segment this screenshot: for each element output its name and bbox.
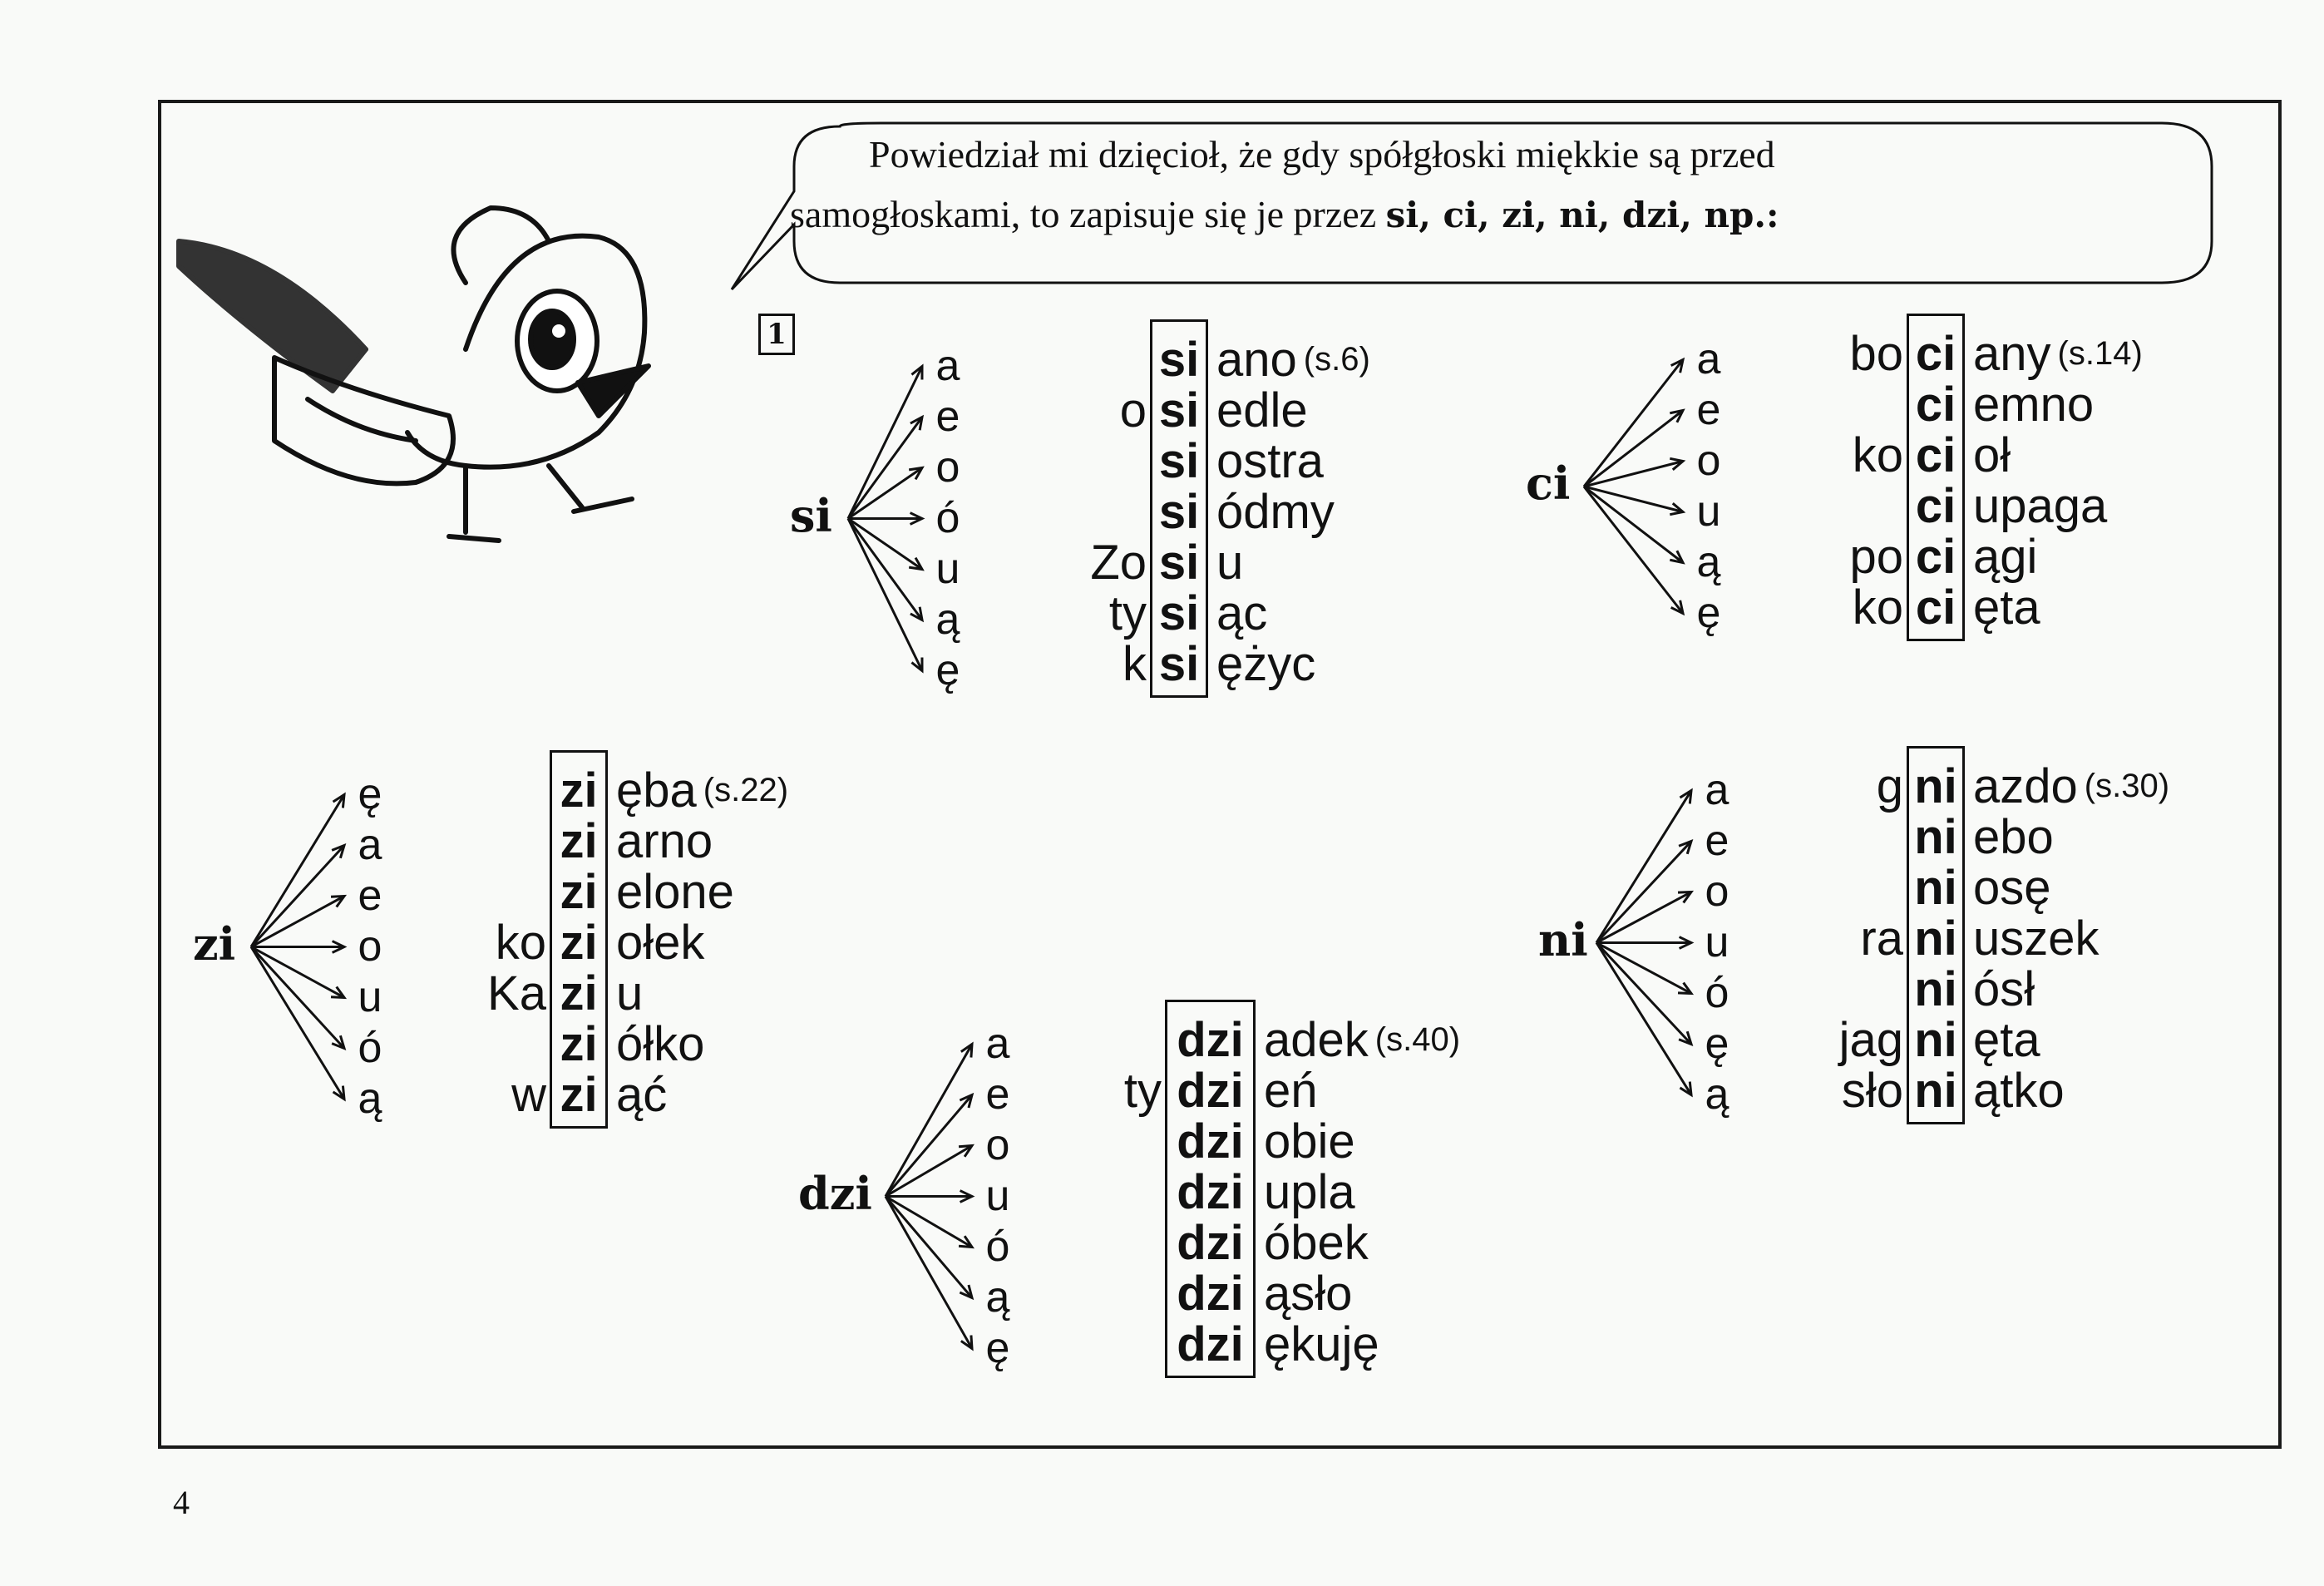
vowel: ą xyxy=(1705,1070,1729,1119)
word-syllable: zi xyxy=(560,865,598,919)
word-syllable: dzi xyxy=(1177,1114,1244,1169)
vowel: ó xyxy=(935,494,960,542)
word-syllable: si xyxy=(1158,536,1200,590)
word-syllable: ci xyxy=(1915,530,1956,584)
word-suffix: u xyxy=(616,966,644,1020)
word-row xyxy=(466,1019,788,1070)
word-list-dzi xyxy=(1089,1015,1460,1370)
word-suffix: osę xyxy=(1973,861,2051,915)
word-prefix: ra xyxy=(1860,912,1903,966)
word-syllable: zi xyxy=(560,1017,598,1071)
vowel: ę xyxy=(1705,1020,1729,1068)
word-suffix: uszek xyxy=(1973,912,2099,966)
vowel: a xyxy=(1705,766,1729,814)
arrow-ni-2 xyxy=(1596,892,1691,943)
syllable-label-zi: zi xyxy=(193,917,236,971)
word-suffix: any xyxy=(1973,327,2051,381)
word-suffix: ostra xyxy=(1216,434,1324,488)
word-syllable: ni xyxy=(1914,861,1957,915)
vowel: ó xyxy=(358,1024,382,1072)
word-suffix: ódmy xyxy=(1216,485,1335,539)
word-row xyxy=(1089,1116,1460,1167)
word-row xyxy=(1804,964,2169,1015)
arrow-fan-dzi xyxy=(877,1010,989,1382)
word-prefix: ko xyxy=(1852,428,1903,482)
word-prefix: g xyxy=(1876,759,1903,813)
arrow-dzi-2 xyxy=(886,1146,972,1197)
arrow-fan-ni xyxy=(1588,757,1708,1129)
arrow-fan-ci xyxy=(1576,326,1700,647)
word-syllable: dzi xyxy=(1177,1216,1244,1270)
word-prefix: jag xyxy=(1838,1013,1903,1067)
syllable-column-box-dzi xyxy=(1165,1000,1256,1378)
word-row xyxy=(466,765,788,816)
syllable-column-box-zi xyxy=(550,750,608,1129)
word-syllable: dzi xyxy=(1177,1267,1244,1321)
word-syllable: zi xyxy=(560,814,598,868)
word-syllable: dzi xyxy=(1177,1317,1244,1371)
arrow-fan-si xyxy=(840,333,939,704)
vowel: e xyxy=(358,872,382,920)
word-suffix: ęta xyxy=(1973,581,2040,635)
arrow-ni-5 xyxy=(1596,943,1691,1045)
word-suffix: azdo xyxy=(1973,759,2078,813)
word-row xyxy=(1804,761,2169,812)
word-suffix: arno xyxy=(616,814,713,868)
word-suffix: ebo xyxy=(1973,810,2054,864)
word-prefix: bo xyxy=(1849,327,1903,381)
syllable-label-ni: ni xyxy=(1538,912,1588,966)
vowel: o xyxy=(1705,867,1729,916)
vowel-list-si xyxy=(927,341,969,696)
vowel: ę xyxy=(935,646,960,694)
arrow-si-1 xyxy=(848,417,922,519)
word-prefix: po xyxy=(1849,530,1903,584)
arrow-dzi-6 xyxy=(886,1197,972,1349)
word-syllable: zi xyxy=(560,966,598,1020)
word-row xyxy=(466,917,788,968)
word-syllable: zi xyxy=(560,1068,598,1122)
word-row xyxy=(1089,1065,1460,1116)
word-row xyxy=(1089,1268,1460,1319)
vowel: a xyxy=(1696,335,1721,383)
word-prefix: sło xyxy=(1841,1064,1903,1118)
word-syllable: ni xyxy=(1914,962,1957,1016)
arrow-ni-1 xyxy=(1596,842,1691,943)
word-row xyxy=(466,816,788,867)
word-row xyxy=(466,968,788,1019)
bubble-line-1: Powiedział mi dzięcioł, że gdy spółgłoski miękkie są przed xyxy=(869,133,1775,175)
vowel: a xyxy=(985,1020,1010,1068)
word-syllable: dzi xyxy=(1177,1013,1244,1067)
vowel: ą xyxy=(935,595,960,644)
vowel: o xyxy=(358,922,382,971)
arrow-ni-6 xyxy=(1596,943,1691,1095)
bubble-line-2 xyxy=(790,185,2216,245)
vowel: ę xyxy=(985,1324,1010,1372)
word-row xyxy=(1804,1015,2169,1065)
word-suffix: upla xyxy=(1264,1165,1355,1219)
word-row xyxy=(1089,1218,1460,1268)
word-prefix: k xyxy=(1123,637,1147,691)
word-row xyxy=(1804,812,2169,862)
word-syllable: zi xyxy=(560,763,598,818)
vowel: ą xyxy=(1696,538,1721,586)
word-suffix: ołek xyxy=(616,916,705,970)
word-row xyxy=(1813,379,2143,430)
word-prefix: w xyxy=(511,1068,546,1122)
arrow-zi-6 xyxy=(251,947,344,1099)
word-syllable: ci xyxy=(1915,428,1956,482)
word-syllable: si xyxy=(1158,637,1200,691)
woodpecker-icon xyxy=(179,208,649,541)
word-prefix: o xyxy=(1119,383,1147,437)
vowel-list-ci xyxy=(1688,334,1729,639)
word-syllable: ni xyxy=(1914,912,1957,966)
page-reference: (s.14) xyxy=(2057,335,2143,372)
syllable-label-si: si xyxy=(790,488,832,542)
vowel-list-zi xyxy=(349,769,391,1124)
syllable-column-box-ci xyxy=(1907,314,1965,641)
word-list-zi xyxy=(466,765,788,1120)
word-suffix: ąsło xyxy=(1264,1267,1353,1321)
word-row xyxy=(1089,1167,1460,1218)
word-row xyxy=(1804,913,2169,964)
word-row xyxy=(1804,1065,2169,1116)
word-suffix: ękuję xyxy=(1264,1317,1379,1371)
word-syllable: ci xyxy=(1915,479,1956,533)
word-syllable: si xyxy=(1158,586,1200,640)
syllable-column-box-ni xyxy=(1907,746,1965,1124)
word-suffix: ęta xyxy=(1973,1013,2040,1067)
word-row xyxy=(1813,430,2143,481)
vowel-list-ni xyxy=(1696,765,1738,1120)
word-syllable: si xyxy=(1158,333,1200,387)
vowel: e xyxy=(1705,817,1729,865)
syllable-label-ci: ci xyxy=(1526,457,1571,510)
vowel: u xyxy=(985,1172,1010,1220)
word-list-ci xyxy=(1813,329,2143,633)
word-row xyxy=(1813,481,2143,531)
word-suffix: ężyc xyxy=(1216,637,1316,691)
page-reference: (s.6) xyxy=(1303,341,1370,378)
arrow-zi-1 xyxy=(251,846,344,947)
vowel: o xyxy=(935,443,960,492)
word-suffix: elone xyxy=(616,865,734,919)
word-suffix: obie xyxy=(1264,1114,1355,1169)
arrow-si-5 xyxy=(848,519,922,620)
vowel: ę xyxy=(358,770,382,818)
word-suffix: ano xyxy=(1216,333,1297,387)
word-syllable: ni xyxy=(1914,759,1957,813)
bubble-line-2-syllables: si, ci, zi, ni, dzi, np.: xyxy=(1385,195,1779,235)
vowel: u xyxy=(358,973,382,1021)
vowel-list-dzi xyxy=(977,1019,1019,1374)
word-row xyxy=(1813,531,2143,582)
arrow-dzi-0 xyxy=(886,1045,972,1197)
page-reference: (s.40) xyxy=(1374,1021,1461,1058)
vowel: a xyxy=(935,342,960,390)
word-syllable: si xyxy=(1158,485,1200,539)
vowel: ó xyxy=(1705,969,1729,1017)
word-prefix: ko xyxy=(495,916,546,970)
vowel: u xyxy=(1705,918,1729,966)
word-row xyxy=(1089,1015,1460,1065)
word-suffix: emno xyxy=(1973,378,2095,432)
word-syllable: dzi xyxy=(1177,1064,1244,1118)
vowel: a xyxy=(358,821,382,869)
vowel: u xyxy=(1696,487,1721,536)
exercise-number-box: 1 xyxy=(758,314,795,355)
syllable-label-dzi: dzi xyxy=(798,1166,872,1220)
bubble-line-2-prefix: samogłoskami, to zapisuje się je przez xyxy=(790,193,1386,235)
speech-bubble-text xyxy=(790,125,2216,245)
syllable-column-box-si xyxy=(1150,319,1208,698)
vowel: e xyxy=(985,1070,1010,1119)
word-row xyxy=(1089,1319,1460,1370)
vowel: ą xyxy=(985,1273,1010,1322)
arrow-si-6 xyxy=(848,519,922,671)
word-suffix: adek xyxy=(1264,1013,1369,1067)
word-syllable: ci xyxy=(1915,327,1956,381)
word-syllable: ci xyxy=(1915,378,1956,432)
vowel: u xyxy=(935,545,960,593)
word-suffix: ółko xyxy=(616,1017,705,1071)
word-suffix: eń xyxy=(1264,1064,1318,1118)
word-suffix: ągi xyxy=(1973,530,2038,584)
vowel: e xyxy=(935,393,960,441)
word-row xyxy=(466,867,788,917)
word-suffix: upaga xyxy=(1973,479,2108,533)
word-prefix: Ka xyxy=(487,966,546,1020)
vowel: o xyxy=(1696,437,1721,485)
word-prefix: ty xyxy=(1108,586,1147,640)
word-suffix: oł xyxy=(1973,428,2011,482)
arrow-si-0 xyxy=(848,367,922,519)
word-list-ni xyxy=(1804,761,2169,1116)
word-row xyxy=(1804,862,2169,913)
arrow-zi-5 xyxy=(251,947,344,1049)
vowel: o xyxy=(985,1121,1010,1169)
arrow-zi-2 xyxy=(251,897,344,947)
word-row xyxy=(1813,329,2143,379)
word-syllable: ni xyxy=(1914,1013,1957,1067)
word-syllable: ni xyxy=(1914,810,1957,864)
arrow-ni-4 xyxy=(1596,943,1691,994)
word-syllable: ci xyxy=(1915,581,1956,635)
word-suffix: ęba xyxy=(616,763,697,818)
arrow-fan-zi xyxy=(243,761,361,1133)
arrow-ni-0 xyxy=(1596,791,1691,943)
word-suffix: óbek xyxy=(1264,1216,1369,1270)
word-row xyxy=(1813,582,2143,633)
word-syllable: si xyxy=(1158,383,1200,437)
word-suffix: ósł xyxy=(1973,962,2035,1016)
word-prefix: ko xyxy=(1852,581,1903,635)
word-syllable: si xyxy=(1158,434,1200,488)
word-syllable: zi xyxy=(560,916,598,970)
word-syllable: dzi xyxy=(1177,1165,1244,1219)
vowel: e xyxy=(1696,386,1721,434)
word-suffix: u xyxy=(1216,536,1244,590)
arrow-zi-0 xyxy=(251,795,344,947)
word-prefix: ty xyxy=(1123,1064,1162,1118)
word-suffix: ątko xyxy=(1973,1064,2065,1118)
word-suffix: edle xyxy=(1216,383,1308,437)
word-row xyxy=(466,1070,788,1120)
vowel: ę xyxy=(1696,589,1721,637)
vowel: ą xyxy=(358,1075,382,1123)
page-reference: (s.22) xyxy=(703,772,789,808)
word-suffix: ąc xyxy=(1216,586,1268,640)
page-reference: (s.30) xyxy=(2084,768,2170,804)
arrow-zi-4 xyxy=(251,947,344,998)
page-number: 4 xyxy=(173,1484,190,1521)
word-syllable: ni xyxy=(1914,1064,1957,1118)
vowel: ó xyxy=(985,1223,1010,1271)
word-suffix: ąć xyxy=(616,1068,668,1122)
arrow-dzi-4 xyxy=(886,1197,972,1248)
word-prefix: Zo xyxy=(1090,536,1147,590)
